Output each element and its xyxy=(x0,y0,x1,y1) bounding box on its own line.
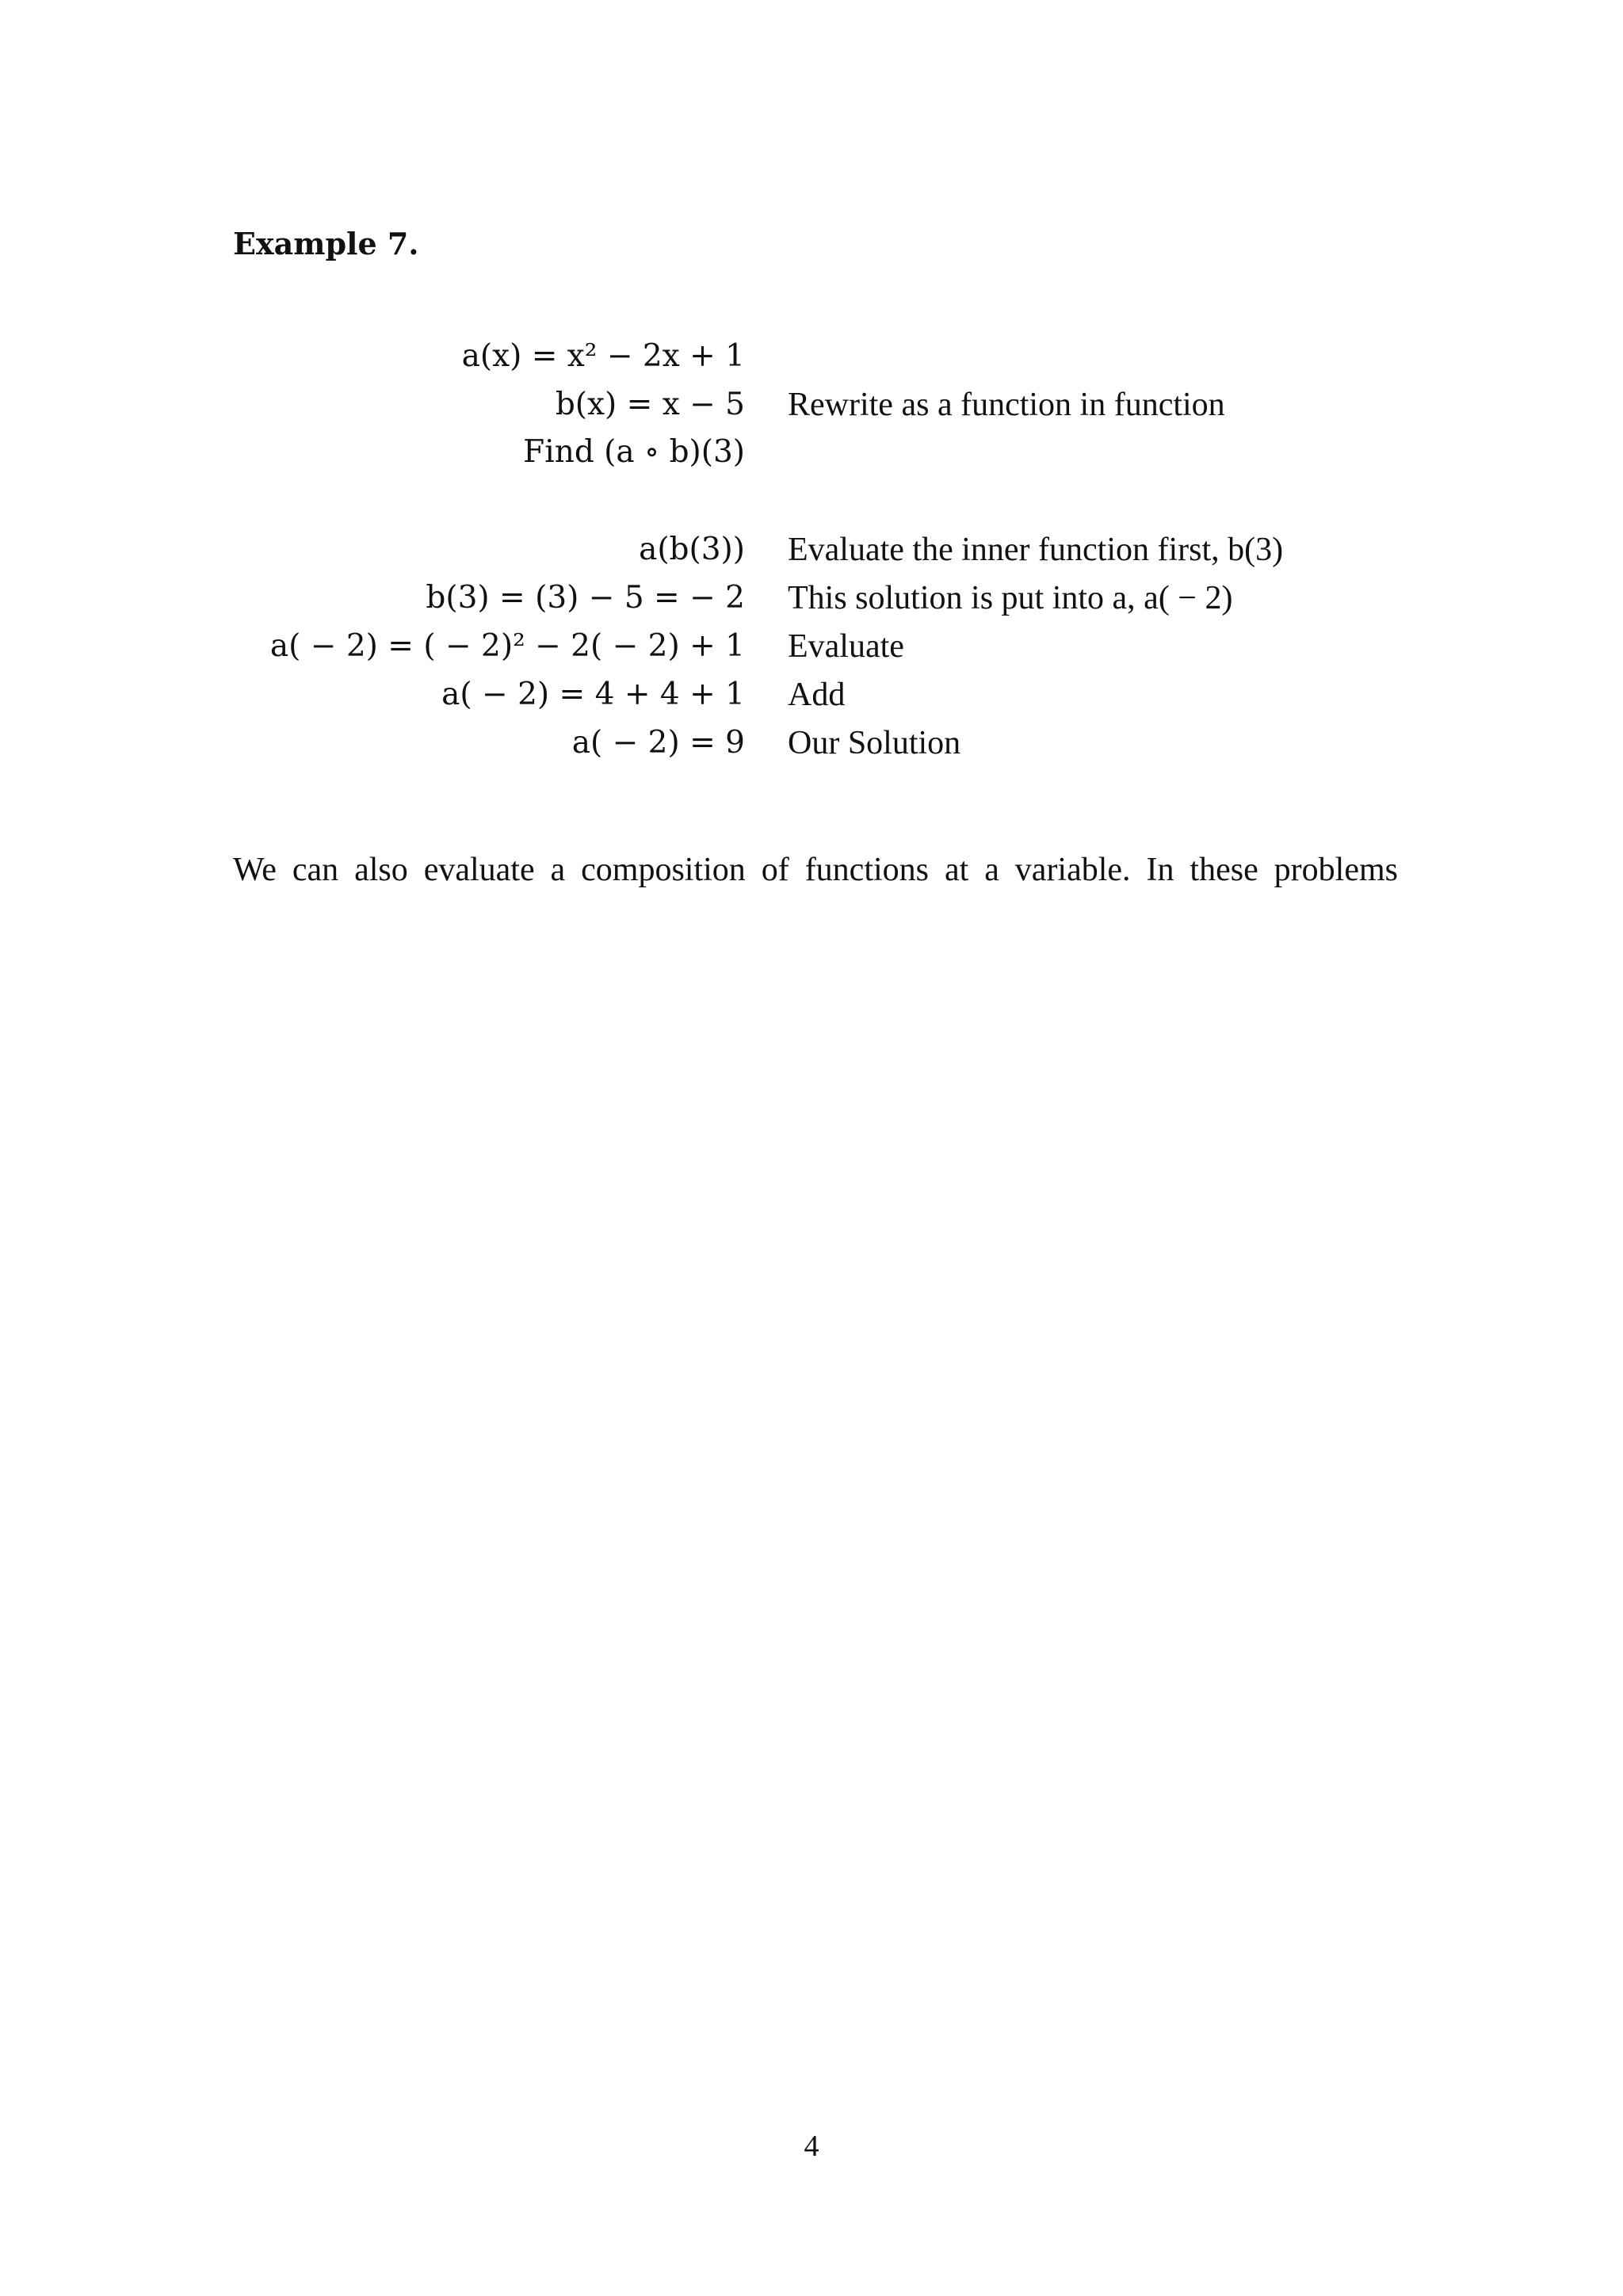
given-row xyxy=(0,333,1623,380)
equation: a( − 2) = 4 + 4 + 1 xyxy=(441,677,745,712)
step-note: This solution is put into a, a( − 2) xyxy=(788,580,1233,616)
step-note: Evaluate the inner function first, b(3) xyxy=(788,532,1284,568)
step-note: Evaluate xyxy=(788,628,904,665)
step-row xyxy=(0,719,1623,767)
step-row xyxy=(0,623,1623,670)
body-paragraph: We can also evaluate a composition of functions at a variable. In these problems xyxy=(233,852,1398,888)
equation: b(3) = (3) − 5 = − 2 xyxy=(426,580,745,616)
step-row xyxy=(0,574,1623,622)
equation: a( − 2) = ( − 2)² − 2( − 2) + 1 xyxy=(269,628,745,664)
page-number: 4 xyxy=(804,2130,819,2163)
equation: b(x) = x − 5 xyxy=(555,387,745,422)
example-heading: Example 7. xyxy=(233,226,419,261)
given-row xyxy=(0,381,1623,429)
equation: a(x) = x² − 2x + 1 xyxy=(461,338,745,374)
step-note: Add xyxy=(788,677,846,713)
step-note: Our Solution xyxy=(788,725,961,761)
equation: a( − 2) = 9 xyxy=(571,725,745,761)
given-row xyxy=(0,429,1623,476)
step-row xyxy=(0,526,1623,574)
equation: Find (a ∘ b)(3) xyxy=(523,434,745,470)
step-note: Rewrite as a function in function xyxy=(788,387,1225,423)
step-row xyxy=(0,671,1623,719)
equation: a(b(3)) xyxy=(639,532,745,567)
